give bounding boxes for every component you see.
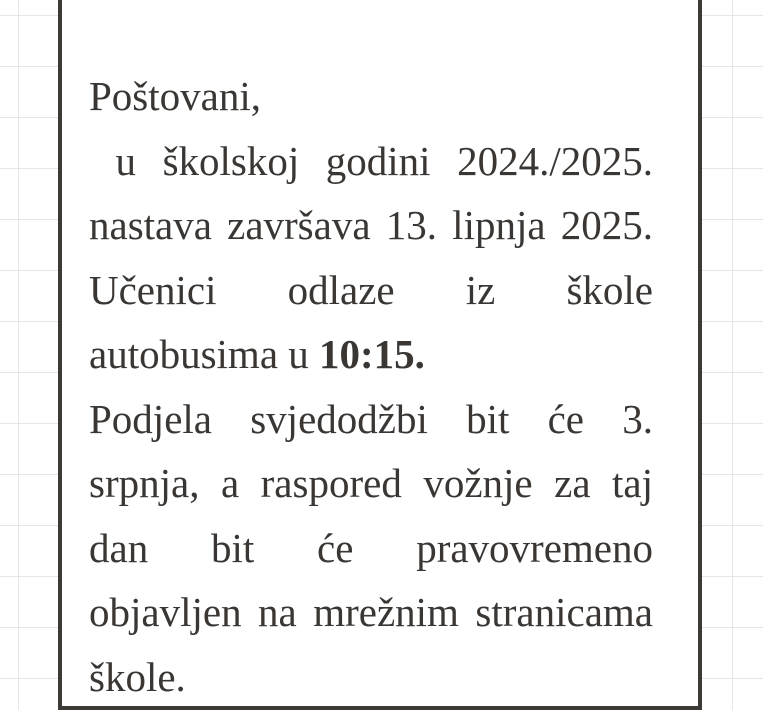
notice-card (58, 0, 702, 710)
notice-paragraph-dates-text: u školskoj godini 2024./2025. nastava završava 13. lipnja 2025. Učenici odlaze iz škole autobusima u (89, 137, 674, 377)
notice-paragraph-certificates: Podjela svjedodžbi bit će 3. srpnja, a raspored vožnje za taj dan bit će pravovremeno objavljen na mrežnim stranicama škole. (89, 395, 653, 700)
notice-paragraph-dates (89, 129, 674, 387)
departure-time: 10:15. (319, 331, 425, 377)
notice-greeting: Poštovani, (89, 73, 261, 119)
notice-body (89, 64, 674, 709)
